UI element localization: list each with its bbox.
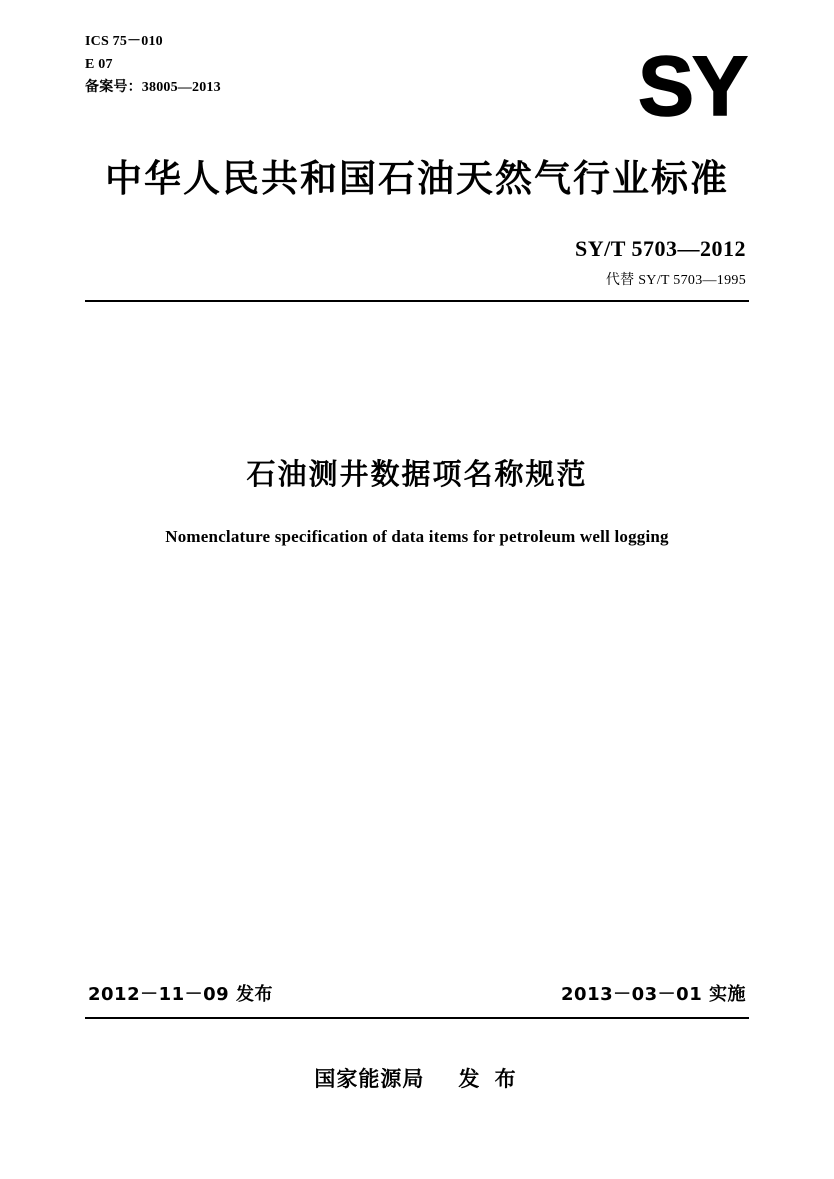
subject-title-cn: 石油测井数据项名称规范 [246, 457, 588, 491]
sy-logo: SY [637, 39, 746, 133]
subject-title-en: Nomenclature specification of data items for petroleum well logging [165, 527, 669, 546]
replaces-note: 代替 SY/T 5703—1995 [605, 273, 746, 288]
ics-code: ICS 75－010 [85, 34, 163, 49]
standard-number: SY/T 5703—2012 [574, 236, 746, 261]
effective-date: 2013－03－01 实施 [561, 984, 746, 1005]
standard-number-block [575, 236, 746, 289]
publisher-block [0, 1063, 834, 1093]
header-divider-rule [85, 300, 749, 302]
publisher-name: 国家能源局 [314, 1067, 425, 1091]
header-code-block [85, 30, 221, 99]
publisher-verb: 发 布 [458, 1067, 520, 1091]
classification-code: E 07 [85, 57, 113, 73]
record-number: 备案号：38005—2013 [85, 80, 221, 96]
standard-series-title: 中华人民共和国石油天然气行业标准 [105, 157, 729, 200]
footer-divider-rule [85, 1017, 749, 1019]
issue-date: 2012－11－09 发布 [88, 984, 273, 1005]
